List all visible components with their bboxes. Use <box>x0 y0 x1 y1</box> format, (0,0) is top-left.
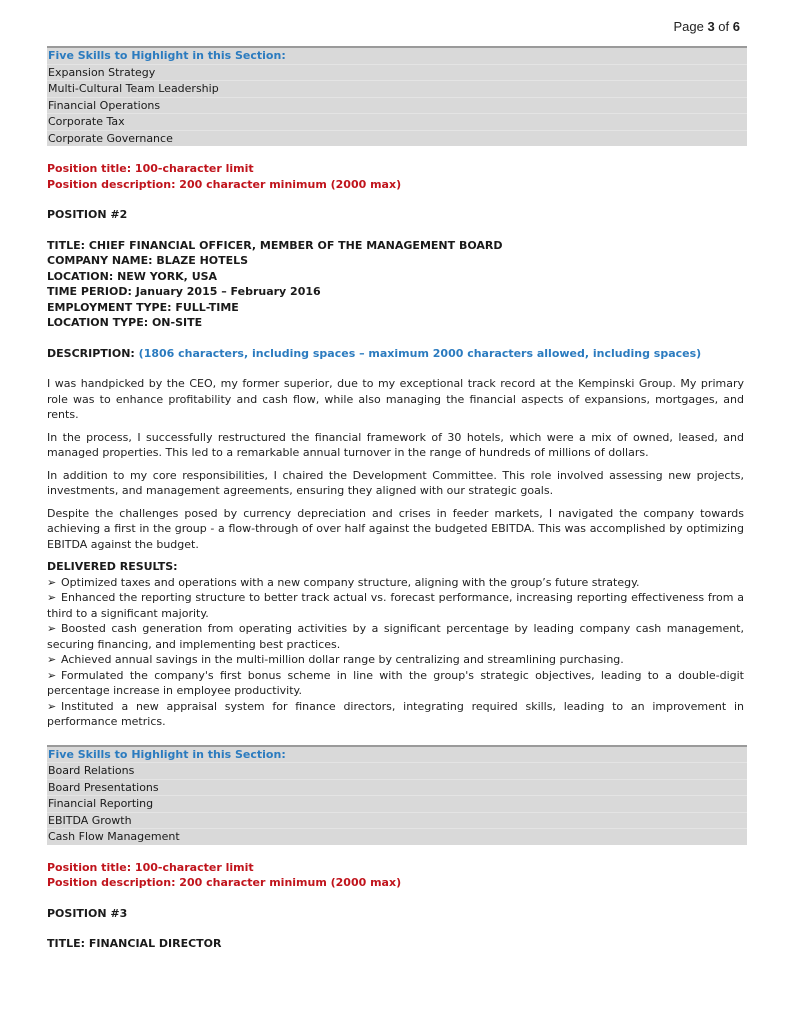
result-text: Enhanced the reporting structure to better track actual vs. forecast performance, increasing reporting effectiveness from a third to a significant majority. <box>47 591 744 620</box>
document-body <box>47 46 744 952</box>
skill-item: Multi-Cultural Team Leadership <box>47 81 747 98</box>
location: LOCATION: NEW YORK, USA <box>47 269 218 283</box>
page-current: 3 <box>707 19 715 34</box>
position-title: TITLE: CHIEF FINANCIAL OFFICER, MEMBER OF THE MANAGEMENT BOARD <box>47 238 503 252</box>
result-item <box>47 652 744 668</box>
page-number <box>673 19 740 34</box>
position-heading: POSITION #3 <box>47 906 128 920</box>
result-text: Formulated the company's first bonus scheme in line with the group's strategic objectives, leading to a double-digit percentage increase in employee productivity. <box>47 668 744 697</box>
skill-item: Board Relations <box>47 763 747 780</box>
description-paragraph: In the process, I successfully restructured the financial framework of 30 hotels, which were a mix of owned, leased, and managed properties. This led to a remarkable annual turnover in the range of hundreds of millions of dollars. <box>47 430 744 459</box>
result-text: Instituted a new appraisal system for finance directors, integrating required skills, leading to an improvement in performance metrics. <box>47 699 744 728</box>
result-text: Boosted cash generation from operating activities by a significant percentage by leading company cash management, securing financing, and implementing best practices. <box>47 622 744 651</box>
result-item <box>47 575 744 591</box>
arrow-bullet-icon: ➢ <box>47 668 57 682</box>
skill-item: EBITDA Growth <box>47 813 747 830</box>
arrow-bullet-icon: ➢ <box>47 591 57 604</box>
description-paragraph: I was handpicked by the CEO, my former superior, due to my exceptional track record at the Kempinski Group. My primary role was to enhance profitability and cash flow, while also managing the financial aspects of expansions, mortgages, and rents. <box>47 377 744 421</box>
description-paragraph: Despite the challenges posed by currency depreciation and crises in feeder markets, I navigated the company towards achieving a first in the group - a flow-through of over half against the budgeted EBITDA. This was accomplished by optimizing EBITDA against the budget. <box>47 506 744 551</box>
description-label: DESCRIPTION: <box>47 346 135 360</box>
skill-item: Financial Operations <box>47 98 747 115</box>
skill-item: Cash Flow Management <box>48 830 180 843</box>
result-text: Optimized taxes and operations with a new company structure, aligning with the group’s future strategy. <box>61 575 640 589</box>
skills-heading: Five Skills to Highlight in this Section: <box>47 747 747 764</box>
skill-item: Board Presentations <box>47 780 747 797</box>
skill-item: Financial Reporting <box>47 796 747 813</box>
result-text: Achieved annual savings in the multi-million dollar range by centralizing and streamlining purchasing. <box>61 653 624 666</box>
employment-type: EMPLOYMENT TYPE: FULL-TIME <box>47 300 239 314</box>
result-item <box>47 668 744 699</box>
skills-table-1 <box>47 46 747 146</box>
results-heading: DELIVERED RESULTS: <box>47 560 178 573</box>
title-limit-note: Position title: 100-character limit <box>47 162 254 175</box>
arrow-bullet-icon: ➢ <box>47 653 57 666</box>
description-paragraph: In addition to my core responsibilities, I chaired the Development Committee. This role involved assessing new projects, investments, and management agreements, ensuring they aligned with our strategic goals. <box>47 468 744 497</box>
page-of: of <box>718 19 730 34</box>
result-item <box>47 590 744 621</box>
skill-item: Expansion Strategy <box>47 65 747 82</box>
result-item <box>47 621 744 652</box>
description-limit-note: Position description: 200 character minimum (2000 max) <box>47 177 402 191</box>
arrow-bullet-icon: ➢ <box>47 575 57 589</box>
arrow-bullet-icon: ➢ <box>47 622 57 635</box>
skills-table-2 <box>47 745 747 845</box>
title-limit-note: Position title: 100-character limit <box>47 860 254 874</box>
description-limit-note: Position description: 200 character minimum (2000 max) <box>47 876 402 889</box>
time-period: TIME PERIOD: January 2015 – February 2016 <box>47 285 321 298</box>
page-label: Page <box>673 19 704 34</box>
skill-item: Corporate Tax <box>47 114 747 131</box>
company-name: COMPANY NAME: BLAZE HOTELS <box>47 254 249 267</box>
position-heading: POSITION #2 <box>47 208 128 221</box>
skill-item: Corporate Governance <box>48 131 173 145</box>
location-type: LOCATION TYPE: ON-SITE <box>47 316 203 329</box>
skills-heading: Five Skills to Highlight in this Section: <box>47 48 747 65</box>
description-header <box>47 346 744 362</box>
page-total: 6 <box>732 19 740 34</box>
result-item <box>47 699 744 730</box>
description-char-count: (1806 characters, including spaces – maximum 2000 characters allowed, including spaces) <box>138 346 702 360</box>
position-title: TITLE: FINANCIAL DIRECTOR <box>47 937 222 950</box>
arrow-bullet-icon: ➢ <box>47 699 57 713</box>
